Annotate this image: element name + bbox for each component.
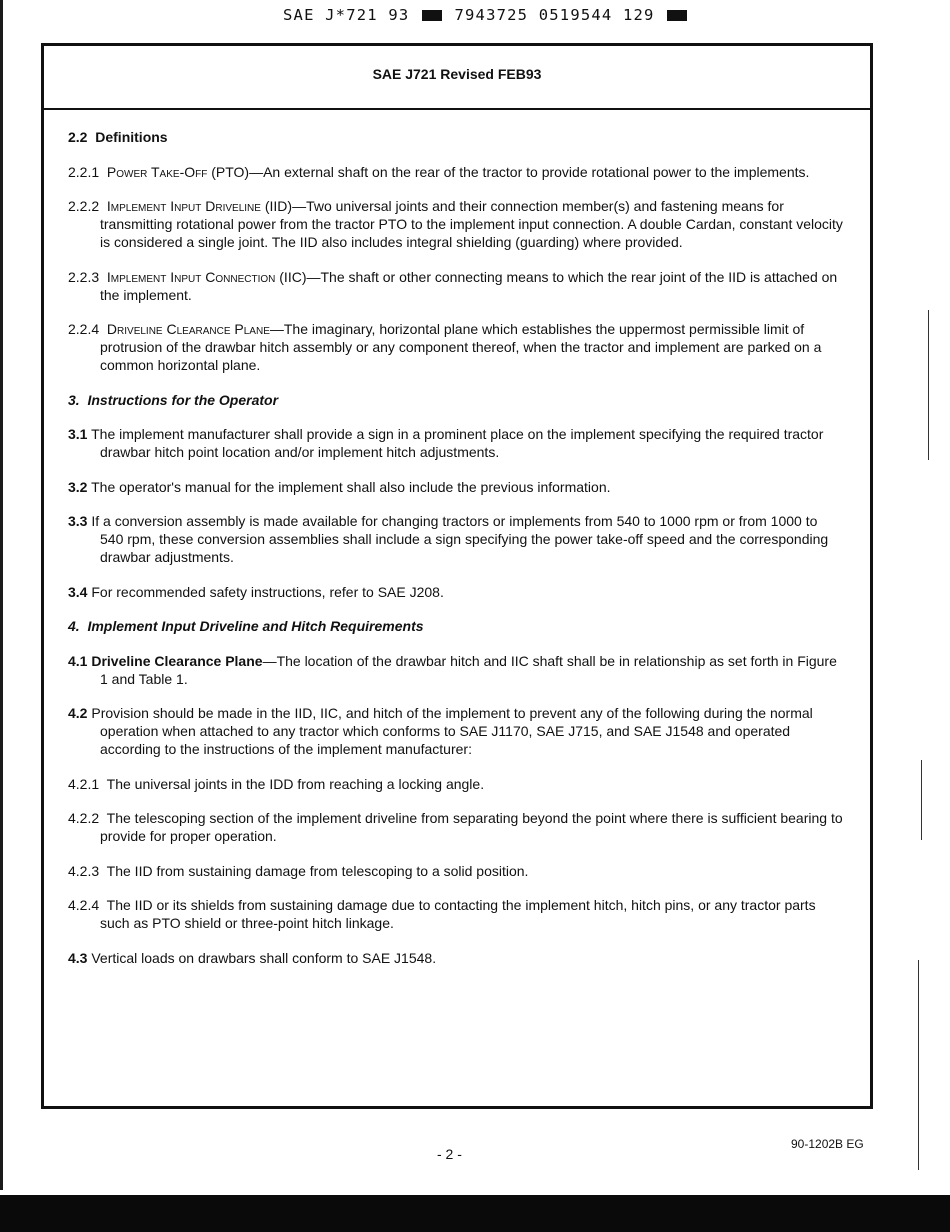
definition-paragraph: 2.2.3 Implement Input Connection (IIC)—The shaft or other connecting means to which the rear joint of the IID is attached on the implement. bbox=[68, 268, 838, 303]
definition-paragraph: 2.2.1 Power Take-Off (PTO)—An external shaft on the rear of the tractor to provide rotational power to the implements. bbox=[68, 163, 810, 180]
barcode-block bbox=[422, 10, 442, 21]
scan-left-edge bbox=[0, 0, 3, 1190]
control-code-part1: SAE J*721 93 bbox=[283, 6, 410, 24]
subclause-paragraph: 4.2.3 The IID from sustaining damage from telescoping to a solid position. bbox=[68, 862, 529, 879]
defined-term: Driveline Clearance Plane bbox=[106, 321, 270, 337]
section-heading: 4. Implement Input Driveline and Hitch Requirements bbox=[68, 618, 424, 634]
clause-paragraph: 4.3 Vertical loads on drawbars shall conform to SAE J1548. bbox=[68, 949, 437, 966]
clause-paragraph: 3.2 The operator's manual for the implement shall also include the previous information. bbox=[68, 478, 611, 495]
definition-paragraph: 2.2.2 Implement Input Driveline (IID)—Two universal joints and their connection member(s) and fastening means for transmitting rotational power from the tractor PTO to the implement input connection. A double Cardan, constant velocity is considered a single joint. The IID also includes integral shielding (guarding) where provided. bbox=[68, 198, 843, 250]
defined-term: Power Take-Off bbox=[106, 163, 208, 180]
definition-paragraph: 2.2.4 Driveline Clearance Plane—The imaginary, horizontal plane which establishes the uppermost permissible limit of protrusion of the drawbar hitch assembly or any component thereof, when the tractor and implement are parked on a common horizontal plane. bbox=[68, 321, 822, 373]
clause-paragraph: 3.3 If a conversion assembly is made available for changing tractors or implements from 540 to 1000 rpm or from 1000 to 540 rpm, these conversion assemblies shall include a sign specifying the power take-off speed and the corresponding drawbar adjustments. bbox=[68, 513, 829, 565]
subclause-paragraph: 4.2.1 The universal joints in the IDD from reaching a locking angle. bbox=[68, 775, 485, 792]
barcode-block bbox=[667, 10, 687, 21]
document-control-code bbox=[283, 4, 713, 26]
section-heading: 2.2 Definitions bbox=[68, 129, 168, 145]
clause-paragraph: 3.4 For recommended safety instructions, refer to SAE J208. bbox=[68, 583, 444, 600]
clause-paragraph: 4.2 Provision should be made in the IID, IIC, and hitch of the implement to prevent any of the following during the normal operation when attached to any tractor which conforms to SAE J1170, SAE J715, and SAE J1548 and operated according to the instructions of the implement manufacturer: bbox=[68, 705, 813, 757]
control-code-part2: 7943725 0519544 129 bbox=[454, 6, 655, 24]
subclause-paragraph: 4.2.4 The IID or its shields from sustaining damage due to contacting the implement hitch, hitch pins, or any tractor parts such as PTO shield or three-point hitch linkage. bbox=[68, 897, 816, 931]
clause-paragraph: 4.1 Driveline Clearance Plane—The location of the drawbar hitch and IIC shaft shall be in relationship as set forth in Figure 1 and Table 1. bbox=[68, 652, 837, 687]
document-code: 90-1202B EG bbox=[791, 1137, 864, 1151]
section-heading: 3. Instructions for the Operator bbox=[68, 391, 279, 408]
page-number: - 2 - bbox=[437, 1146, 462, 1162]
subclause-paragraph: 4.2.2 The telescoping section of the implement driveline from separating beyond the point where there is sufficient bearing to provide for proper operation. bbox=[68, 810, 843, 844]
document-body bbox=[68, 128, 844, 983]
scan-bottom-band bbox=[0, 1195, 950, 1232]
clause-term: Driveline Clearance Plane bbox=[91, 652, 263, 669]
defined-term: Implement Input Connection bbox=[106, 268, 276, 285]
clause-paragraph: 3.1 The implement manufacturer shall provide a sign in a prominent place on the implement specifying the required tractor drawbar hitch point location and/or implement hitch adjustments. bbox=[68, 426, 824, 460]
scan-margin-mark bbox=[921, 760, 922, 840]
scan-margin-mark bbox=[918, 960, 919, 1170]
scan-margin-mark bbox=[928, 310, 929, 460]
header-title: SAE J721 Revised FEB93 bbox=[44, 46, 870, 110]
defined-term: Implement Input Driveline bbox=[106, 198, 261, 214]
